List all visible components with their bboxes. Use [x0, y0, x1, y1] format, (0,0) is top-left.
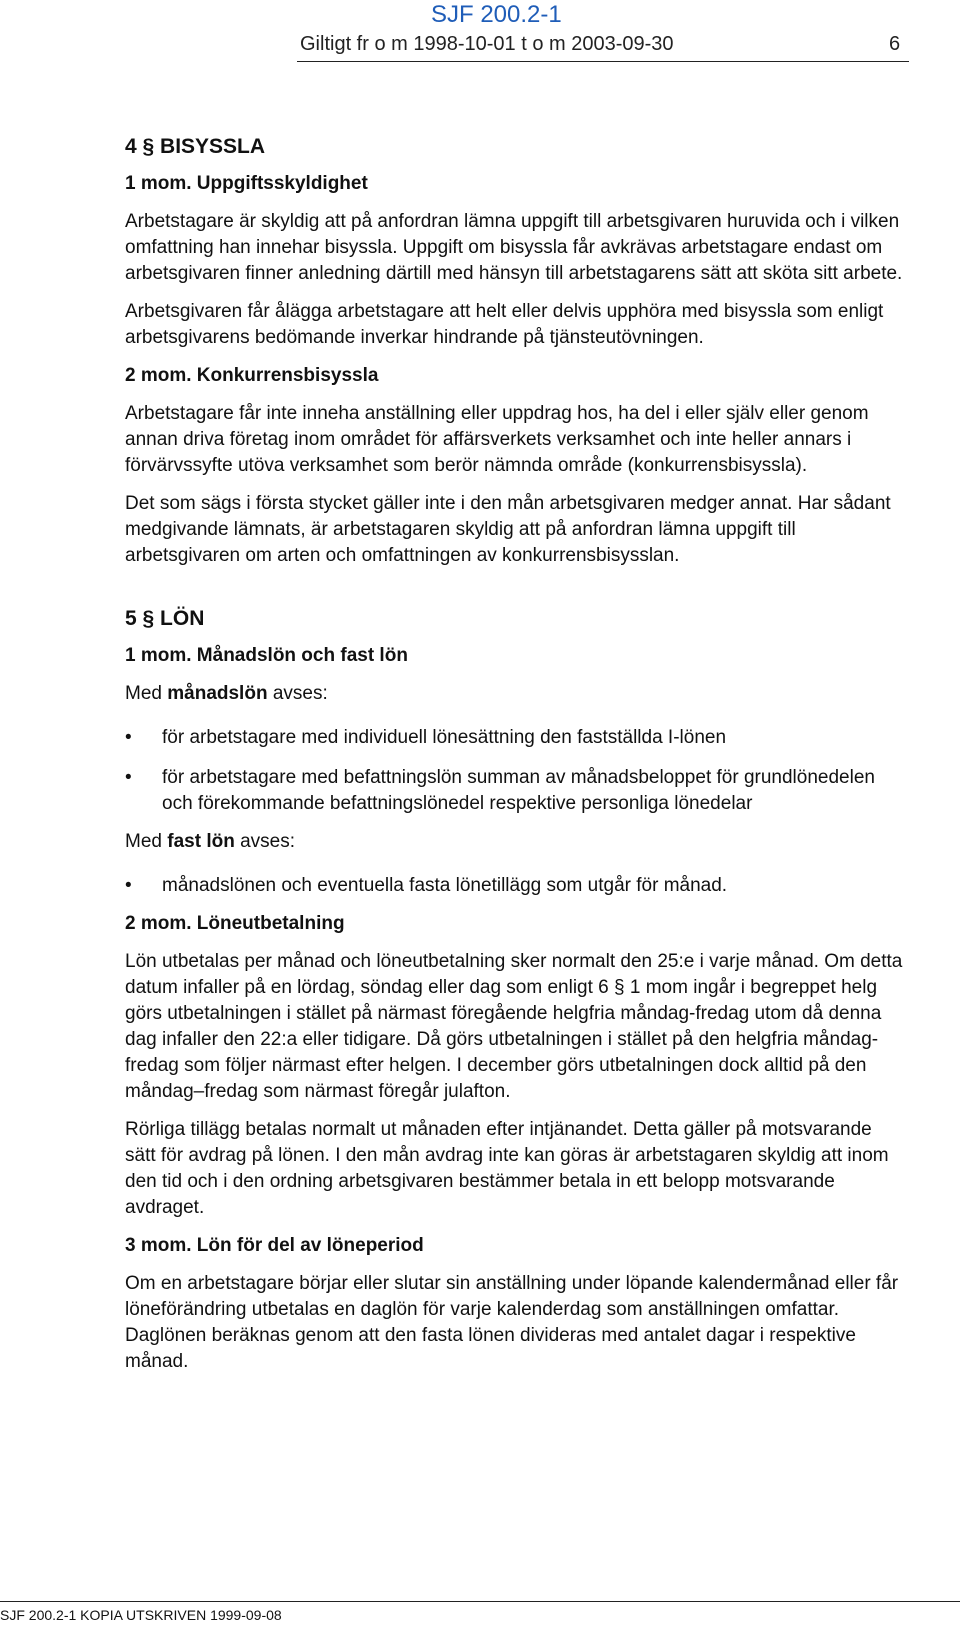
document-title: SJF 200.2-1: [431, 1, 562, 28]
list-item: [125, 725, 905, 751]
fixed-salary-intro: [125, 829, 905, 855]
term-manadslon: månadslön: [167, 683, 268, 704]
intro-text: avses:: [267, 683, 328, 704]
document-body: [125, 133, 905, 1387]
subsection-heading-konkurrensbisyssla: 2 mom. Konkurrensbisyssla: [125, 365, 379, 386]
subsection-heading-loneutbetalning: 2 mom. Löneutbetalning: [125, 913, 345, 934]
section-heading-lon: 5 § LÖN: [125, 607, 205, 630]
section-heading-bisyssla: 4 § BISYSSLA: [125, 135, 266, 158]
footer-print-note: SJF 200.2-1 KOPIA UTSKRIVEN 1999-09-08: [0, 1607, 282, 1623]
validity-period: Giltigt fr o m 1998-10-01 t o m 2003-09-30: [300, 33, 674, 55]
list-item-text: månadslönen och eventuella fasta lönetillägg som utgår för månad.: [162, 875, 728, 896]
subsection-heading-uppgiftsskyldighet: 1 mom. Uppgiftsskyldighet: [125, 173, 368, 194]
paragraph: Arbetstagare får inte inneha anställning eller uppdrag hos, ha del i eller själv eller genom annan driva företag inom området för affärsverkets verksamhet och inte heller annars i förvärvssyfte utöva verksamhet som berör nämnda område (konkurrensbisyssla).: [125, 403, 869, 476]
list-item-text: för arbetstagare med befattningslön summan av månadsbeloppet för grundlönedelen och förekommande befattningslönedel respektive personliga lönedelar: [162, 767, 875, 814]
fixed-salary-list: [125, 873, 905, 899]
subsection-heading-lon-del-av-period: 3 mom. Lön för del av löneperiod: [125, 1235, 424, 1256]
header-divider: [297, 61, 909, 62]
paragraph: Arbetsgivaren får ålägga arbetstagare att helt eller delvis upphöra med bisyssla som enligt arbetsgivarens bedömande inverkar hindrande på tjänsteutövningen.: [125, 301, 884, 348]
intro-text: avses:: [234, 831, 296, 852]
bullet-icon: •: [125, 727, 132, 748]
monthly-salary-list: [125, 725, 905, 817]
paragraph: Arbetstagare är skyldig att på anfordran lämna uppgift till arbetsgivaren huruvida och i vilken omfattning han innehar bisyssla. Uppgift om bisyssla får avkrävas arbetstagare endast om arbetsgivaren finner anledning därtill med hänsyn till arbetstagarens sätt att sköta sitt arbete.: [125, 211, 903, 284]
monthly-salary-intro: [125, 681, 905, 707]
footer-divider: [0, 1601, 960, 1602]
paragraph: Om en arbetstagare börjar eller slutar sin anställning under löpande kalendermånad eller får löneförändring utbetalas en daglön för varje kalenderdag som anställningen omfattar. Daglönen beräknas genom att den fasta lönen divideras med antalet dagar i respektive månad.: [125, 1273, 899, 1372]
list-item: [125, 873, 905, 899]
paragraph: Det som sägs i första stycket gäller inte i den mån arbetsgivaren medger annat. Har sådant medgivande lämnats, är arbetstagaren skyldig att på anfordran lämna uppgift till arbetsgivaren om arten och omfattningen av konkurrensbisysslan.: [125, 493, 891, 566]
list-item-text: för arbetstagare med individuell lönesättning den fastställda I-lönen: [162, 727, 727, 748]
list-item: [125, 765, 905, 817]
paragraph: Rörliga tillägg betalas normalt ut månaden efter intjänandet. Detta gäller på motsvarande sätt för avdrag på lönen. I den mån avdrag inte kan göras är arbetstagaren skyldig att inom den tid och i den ordning arbetsgivaren bestämmer betala in ett belopp motsvarande avdraget.: [125, 1119, 889, 1218]
intro-text: Med: [125, 683, 168, 704]
bullet-icon: •: [125, 875, 132, 896]
subsection-heading-manadslon: 1 mom. Månadslön och fast lön: [125, 645, 408, 666]
paragraph: Lön utbetalas per månad och löneutbetalning sker normalt den 25:e i varje månad. Om detta datum infaller på en lördag, söndag eller dag som enligt 6 § 1 mom ingår i begreppet helg görs utbetalningen i stället på närmast föregående helgfria måndag-fredag utom då denna dag infaller den 22:a eller tidigare. Då görs utbetalningen i stället på den helgfria måndag-fredag som följer närmast efter helgen. I december görs utbetalningen dock alltid på den måndag–fredag som närmast föregår julafton.: [125, 951, 903, 1102]
term-fast-lon: fast lön: [167, 831, 235, 852]
page-number: 6: [889, 33, 901, 55]
intro-text: Med: [125, 831, 168, 852]
bullet-icon: •: [125, 767, 132, 788]
section-spacer: [125, 581, 905, 605]
